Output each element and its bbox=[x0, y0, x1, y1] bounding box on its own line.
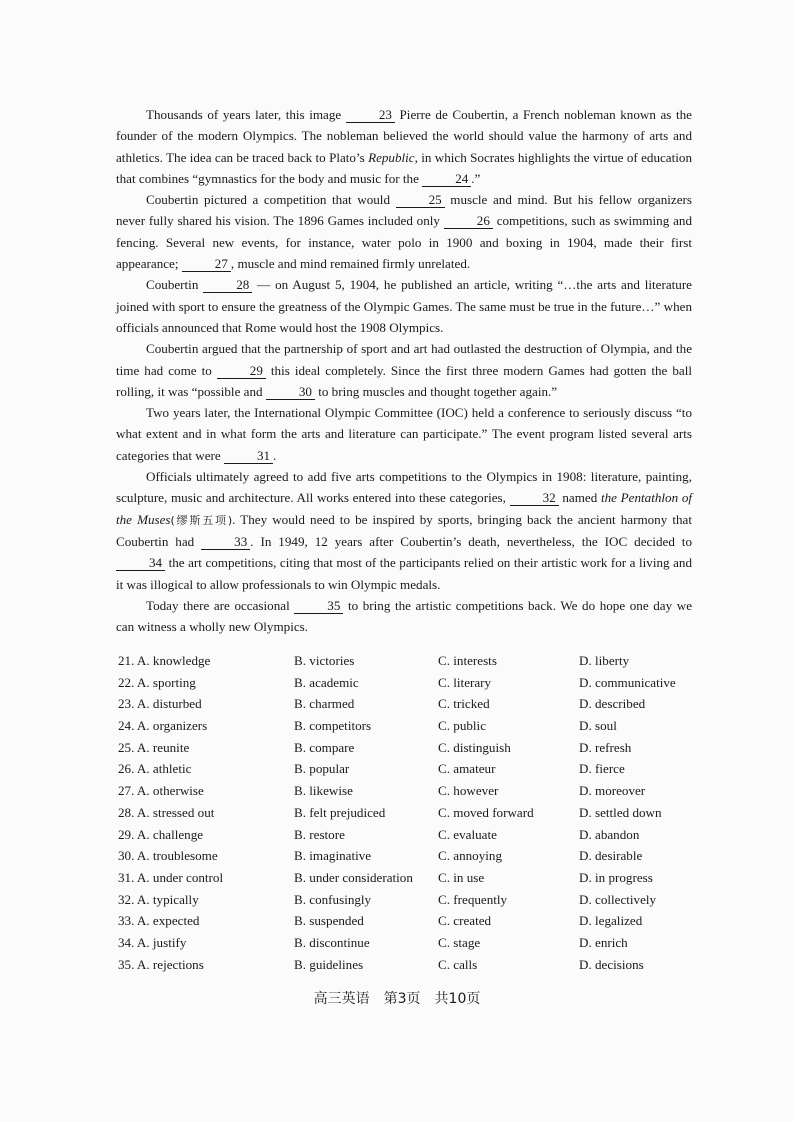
paragraph-5 bbox=[116, 402, 692, 466]
option-d: D. liberty bbox=[579, 653, 630, 668]
option-c: C. in use bbox=[438, 869, 485, 885]
text: , muscle and mind remained firmly unrelated. bbox=[230, 256, 471, 272]
blank-34: 34 bbox=[116, 555, 165, 571]
option-b: B. popular bbox=[294, 761, 350, 777]
chinese-gloss: (缪斯五项) bbox=[170, 513, 233, 527]
term: the Pentathlon of the Muses bbox=[116, 490, 693, 527]
paragraph-6 bbox=[116, 466, 692, 595]
option-a: 30. A. troublesome bbox=[118, 848, 218, 864]
text: .” bbox=[471, 170, 481, 186]
option-b: B. felt prejudiced bbox=[294, 804, 386, 820]
option-row bbox=[118, 848, 698, 870]
option-d: D. communicative bbox=[579, 674, 676, 690]
option-b: B. suspended bbox=[294, 913, 364, 929]
book-title: Republic bbox=[368, 149, 415, 165]
text: Coubertin bbox=[146, 277, 204, 293]
option-c: C. evaluate bbox=[438, 826, 497, 842]
option-c: C. moved forward bbox=[438, 804, 534, 820]
option-a: 22. A. sporting bbox=[118, 674, 196, 690]
paragraph-7 bbox=[116, 595, 692, 638]
option-d: D. soul bbox=[579, 718, 617, 734]
option-a: 33. A. expected bbox=[118, 913, 200, 929]
option-d: D. decisions bbox=[579, 956, 644, 972]
text: . bbox=[273, 447, 277, 463]
text: Today there are occasional bbox=[146, 597, 295, 613]
option-a: 31. A. under control bbox=[118, 869, 224, 885]
text: competitions, such as swimming and fencing. Several new events, for instance, water polo in 1900 and boxing in 1904, made their first appearance; bbox=[116, 213, 692, 272]
option-c: C. distinguish bbox=[438, 739, 511, 755]
option-d: D. desirable bbox=[579, 848, 643, 864]
option-d: D. legalized bbox=[579, 913, 643, 929]
option-row bbox=[118, 675, 698, 697]
option-b: B. charmed bbox=[294, 696, 355, 712]
text: , in which Socrates highlights the virtue of education that combines “gymnastics for the body and music for the bbox=[116, 149, 692, 186]
option-b: B. imaginative bbox=[294, 848, 372, 864]
blank-27: 27 bbox=[182, 256, 231, 272]
text: Coubertin argued that the partnership of sport and art had outlasted the destruction of Olympia, and the time had come to bbox=[116, 341, 692, 378]
option-c: C. interests bbox=[438, 653, 497, 668]
option-b: B. compare bbox=[294, 739, 355, 755]
option-c: C. literary bbox=[438, 674, 492, 690]
option-c: C. tricked bbox=[438, 696, 490, 712]
blank-23: 23 bbox=[346, 107, 395, 123]
option-d: D. collectively bbox=[579, 891, 657, 907]
text: to bring the artistic competitions back. We do hope one day we can witness a wholly new Olympics. bbox=[116, 597, 693, 635]
option-c: C. created bbox=[438, 913, 492, 929]
option-c: C. frequently bbox=[438, 891, 508, 907]
option-a: 27. A. otherwise bbox=[118, 783, 204, 799]
option-b: B. victories bbox=[294, 653, 355, 668]
option-b: B. under consideration bbox=[294, 869, 413, 885]
blank-35: 35 bbox=[294, 598, 343, 614]
blank-28: 28 bbox=[203, 277, 252, 293]
blank-32: 32 bbox=[510, 490, 559, 506]
option-row bbox=[118, 696, 698, 718]
option-a: 28. A. stressed out bbox=[118, 804, 215, 820]
option-row bbox=[118, 892, 698, 914]
option-d: D. in progress bbox=[579, 869, 653, 885]
option-row bbox=[118, 805, 698, 827]
option-a: 26. A. athletic bbox=[118, 761, 192, 777]
option-row bbox=[118, 761, 698, 783]
option-d: D. settled down bbox=[579, 804, 662, 820]
paragraph-4 bbox=[116, 338, 692, 402]
option-c: C. annoying bbox=[438, 848, 503, 864]
option-b: B. guidelines bbox=[294, 956, 364, 972]
paragraph-2 bbox=[116, 189, 692, 274]
text: named bbox=[558, 490, 601, 506]
blank-26: 26 bbox=[444, 213, 493, 229]
option-b: B. likewise bbox=[294, 783, 353, 799]
option-a: 29. A. challenge bbox=[118, 826, 204, 842]
option-c: C. amateur bbox=[438, 761, 496, 777]
text: Pierre de Coubertin, a French nobleman known as the founder of the modern Olympics. The nobleman believed the world should value the harmony of arts and athletics. The idea can be traced back to Plato’s bbox=[116, 107, 692, 165]
text: Two years later, the International Olympic Committee (IOC) held a conference to seriously discuss “to what extent and in what form the arts and literature can participate.” The event program listed several arts categories that were bbox=[116, 405, 692, 463]
option-d: D. described bbox=[579, 696, 646, 712]
text: Officials ultimately agreed to add five arts competitions to the Olympics in 1908: literature, painting, sculpture, music and architecture. All works entered into these categories, bbox=[116, 469, 692, 506]
text: to bring muscles and thought together again.” bbox=[314, 383, 558, 399]
option-b: B. confusingly bbox=[294, 891, 372, 907]
option-row bbox=[118, 870, 698, 892]
option-a: 21. A. knowledge bbox=[118, 653, 211, 668]
text: . In 1949, 12 years after Coubertin’s death, nevertheless, the IOC decided to bbox=[250, 533, 692, 549]
blank-25: 25 bbox=[396, 192, 445, 208]
option-a: 25. A. reunite bbox=[118, 739, 190, 755]
option-b: B. discontinue bbox=[294, 934, 370, 950]
paragraph-3 bbox=[116, 274, 692, 338]
option-b: B. restore bbox=[294, 826, 345, 842]
option-row bbox=[118, 740, 698, 762]
option-row bbox=[118, 935, 698, 957]
text: — on August 5, 1904, he published an article, writing “…the arts and literature joined with sport to ensure the greatness of the Olympic Games. The same must be true in the future…” when officials announced that Rome would host the 1908 Olympics. bbox=[116, 277, 692, 335]
text: Coubertin pictured a competition that would bbox=[146, 192, 396, 208]
option-b: B. academic bbox=[294, 674, 359, 690]
option-c: C. public bbox=[438, 718, 487, 734]
cloze-passage bbox=[116, 104, 692, 637]
text: . They would need to be inspired by sports, bringing back the ancient harmony that Coubertin had bbox=[116, 511, 692, 549]
blank-30: 30 bbox=[266, 384, 315, 400]
blank-31: 31 bbox=[224, 448, 273, 464]
option-d: D. fierce bbox=[579, 761, 625, 777]
option-c: C. however bbox=[438, 783, 499, 799]
blank-33: 33 bbox=[201, 534, 250, 550]
option-row bbox=[118, 653, 698, 675]
page-footer: 高三英语 第3页 共10页 bbox=[313, 991, 481, 1007]
option-row bbox=[118, 827, 698, 849]
option-c: C. calls bbox=[438, 956, 478, 972]
option-b: B. competitors bbox=[294, 718, 372, 734]
option-a: 34. A. justify bbox=[118, 934, 187, 950]
option-d: D. abandon bbox=[579, 826, 640, 842]
option-c: C. stage bbox=[438, 934, 481, 950]
option-a: 32. A. typically bbox=[118, 891, 199, 907]
blank-24: 24 bbox=[422, 171, 471, 187]
paragraph-1 bbox=[116, 104, 692, 189]
option-d: D. refresh bbox=[579, 739, 632, 755]
text: this ideal completely. Since the first three modern Games had gotten the ball rolling, it was “possible and bbox=[116, 362, 693, 399]
answer-options bbox=[118, 653, 698, 978]
option-row bbox=[118, 913, 698, 935]
option-row bbox=[118, 957, 698, 979]
text: muscle and mind. But his fellow organizers never fully shared his vision. The 1896 Games included only bbox=[116, 192, 692, 229]
option-d: D. moreover bbox=[579, 783, 646, 799]
option-d: D. enrich bbox=[579, 934, 628, 950]
option-row bbox=[118, 718, 698, 740]
option-a: 23. A. disturbed bbox=[118, 696, 202, 712]
text: the art competitions, citing that most of the participants relied on their artistic work for a living and it was illogical to allow professionals to win Olympic medals. bbox=[116, 555, 692, 592]
blank-29: 29 bbox=[217, 363, 266, 379]
option-row bbox=[118, 783, 698, 805]
option-a: 35. A. rejections bbox=[118, 956, 204, 972]
option-a: 24. A. organizers bbox=[118, 718, 208, 734]
text: Thousands of years later, this image bbox=[146, 107, 346, 122]
